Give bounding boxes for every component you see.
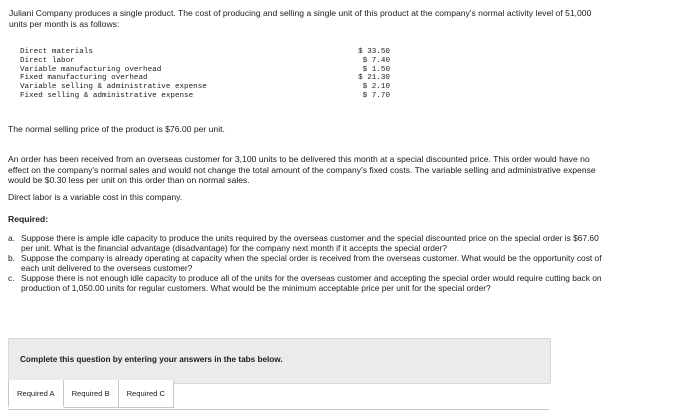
special-order-text: An order has been received from an overseas customer for 3,100 units to be delivered this month at a special discounted price. This order would have no effect on the company's normal sales and would not change the total amount of the company's fixed costs. The variable selling and administrative expense would be $0.30 less per unit on this order than on normal sales. (8, 154, 596, 186)
tab-required-a[interactable]: Required A (8, 380, 64, 408)
requirement-c (8, 273, 610, 293)
requirement-text: Suppose there is not enough idle capacity to produce all of the units for the overseas customer and accepting the special order would require cutting back on production of 1,050.00 units for regular customers. What would be the minimum acceptable price per unit for the special order? (21, 273, 602, 293)
instruction-text: Complete this question by entering your answers in the tabs below. (20, 355, 283, 364)
problem-intro: Juliani Company produces a single product. The cost of producing and selling a single unit of this product at the company's normal activity level of 51,000 units per month is as follows: (9, 8, 592, 29)
cost-row-direct-materials (20, 48, 390, 57)
cost-row-fixed-mfg-overhead (20, 74, 390, 83)
requirement-text: Suppose the company is already operating at capacity when the special order is received from the overseas customer. What would be the opportunity cost of each unit delivered to the overseas customer? (21, 253, 602, 273)
requirements-list (8, 233, 610, 293)
requirement-text: Suppose there is ample idle capacity to produce the units required by the overseas customer and the special discounted price on the special order is $67.60 per unit. What is the financial advantage (disadvantage) for the company next month if it accepts the special order? (21, 233, 599, 253)
requirement-letter: b. (8, 253, 15, 263)
tab-required-b[interactable]: Required B (64, 380, 119, 408)
normal-price-text: The normal selling price of the product is $76.00 per unit. (8, 124, 225, 134)
requirement-b (8, 253, 610, 273)
cost-label: Fixed manufacturing overhead (20, 74, 148, 83)
answer-tabs (8, 380, 174, 410)
tab-required-c[interactable]: Required C (119, 380, 174, 408)
required-heading: Required: (8, 214, 49, 224)
cost-amount: $ 21.30 (358, 74, 390, 83)
cost-amount: $ 2.10 (362, 83, 390, 92)
cost-row-direct-labor (20, 57, 390, 66)
cost-amount: $ 7.40 (362, 56, 390, 65)
cost-amount: $ 7.70 (362, 91, 390, 100)
cost-table (20, 48, 390, 101)
cost-label: Fixed selling & administrative expense (20, 91, 194, 100)
cost-label: Direct materials (20, 48, 93, 56)
cost-amount: $ 33.50 (358, 48, 390, 56)
requirement-letter: c. (8, 273, 15, 283)
cost-label: Variable manufacturing overhead (20, 65, 162, 74)
cost-row-fixed-sga (20, 92, 390, 101)
direct-labor-note: Direct labor is a variable cost in this company. (8, 192, 183, 202)
cost-row-variable-sga (20, 83, 390, 92)
instruction-box (8, 338, 551, 384)
cost-label: Variable selling & administrative expense (20, 83, 207, 92)
requirement-a (8, 233, 610, 253)
requirement-letter: a. (8, 233, 15, 243)
cost-label: Direct labor (20, 56, 75, 65)
cost-row-variable-mfg-overhead (20, 66, 390, 75)
cost-amount: $ 1.50 (362, 65, 390, 74)
